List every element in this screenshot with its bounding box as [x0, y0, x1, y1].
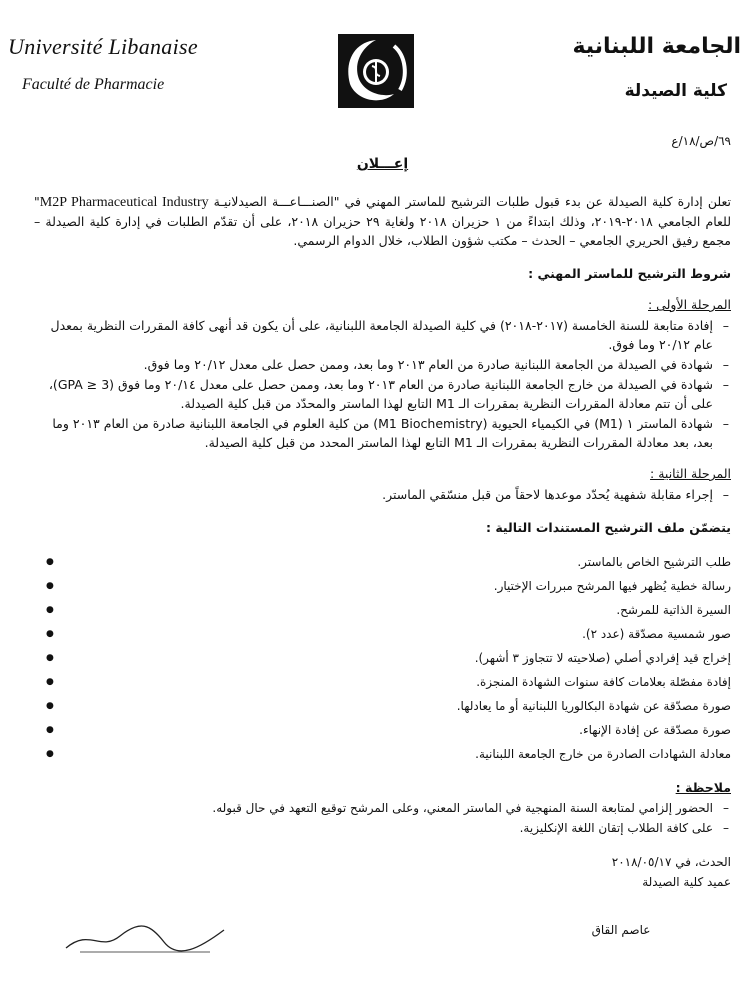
document-item: إخراج قيد إفرادي أصلي (صلاحيته لا تتجاوز ٣ أشهر). ●: [124, 649, 731, 668]
stage1-item: – شهادة في الصيدلة من خارج الجامعة اللبنانية صادرة من العام ٢٠١٣ وما بعد، وممن حصل على معدل ٢٠/١٤ وما فوق (GPA ≥ 3)، على أن تتم معادلة المقررات النظرية بمقررات الـ M1 التابع لهذا الماستر والمحدّد من قبل كلية الصيدلة.: [34, 375, 713, 413]
stage1-item: – شهادة في الصيدلة من الجامعة اللبنانية صادرة من العام ٢٠١٣ وما بعد، وممن حصل على معدل ٢٠/١٢ وما فوق.: [34, 355, 713, 374]
place-date: الحدث، في ٢٠١٨/٠٥/١٧: [611, 855, 731, 869]
header-french: [8, 34, 198, 94]
university-logo: [336, 32, 416, 110]
program-name: M2P Pharmaceutical Industry: [39, 195, 209, 210]
document-item: معادلة الشهادات الصادرة من خارج الجامعة اللبنانية. ●: [124, 745, 731, 764]
stage2-item: – إجراء مقابلة شفهية يُحدّد موعدها لاحقاً من قبل منسّقي الماستر.: [34, 485, 713, 504]
documents-list: [34, 553, 731, 764]
announcement-body: [34, 132, 731, 940]
document-item: رسالة خطية يُظهر فيها المرشح مبررات الإختيار. ●: [124, 577, 731, 596]
signatory-role: عميد كلية الصيدلة: [642, 875, 731, 889]
conditions-heading: شروط الترشيح للماستر المهني :: [528, 266, 731, 281]
document-item: صور شمسية مصدّقة (عدد ٢). ●: [124, 625, 731, 644]
stage2-list: [34, 485, 731, 504]
faculty-name-ar: كلية الصيدلة: [624, 81, 727, 101]
stage1-item: – شهادة الماستر ١ (M1) في الكيمياء الحيوية (M1 Biochemistry) من كلية العلوم في الجامعة اللبنانية صادرة من العام ٢٠١٣ وما بعد، بعد معادلة المقررات النظرية بمقررات الـ M1 التابع لهذا الماستر المحدد من قبل كلية الصيدلة.: [34, 414, 713, 452]
intro-part2: " للعام الجامعي ٢٠١٨-٢٠١٩، وذلك ابتداءً من ١ حزيران ٢٠١٨ ولغاية ٢٩ حزيران ٢٠١٨، على أن تقدّم الطلبات في إدارة كلية الصيدلة – مجمع رفيق الحريري الجامعي – الحدث – مكتب شؤون الطلاب، خلال الدوام الرسمي.: [34, 194, 731, 248]
signature-block: [511, 852, 731, 940]
university-name-ar: الجامعة اللبنانية: [572, 34, 741, 59]
header-arabic: [572, 34, 741, 101]
document-item: إفادة مفصّلة بعلامات كافة سنوات الشهادة المنجزة. ●: [124, 673, 731, 692]
intro-part1: تعلن إدارة كلية الصيدلة عن بدء قبول طلبات الترشيح للماستر المهني في "الصنـــاعـــة الصيدلانيـة: [208, 194, 731, 209]
document-item: صورة مصدّقة عن شهادة البكالوريا اللبنانية أو ما يعادلها. ●: [124, 697, 731, 716]
intro-paragraph: [34, 192, 731, 250]
document-item: طلب الترشيح الخاص بالماستر. ●: [124, 553, 731, 572]
stage1-list: [34, 316, 731, 452]
stage1-title: المرحلة الأولى :: [648, 297, 731, 312]
note-item: – الحضور إلزامي لمتابعة السنة المنهجية في الماستر المعني، وعلى المرشح توقيع التعهد في حال قبوله.: [34, 799, 713, 818]
stage2-title: المرحلة الثانية :: [650, 466, 731, 481]
document-item: السيرة الذاتية للمرشح. ●: [124, 601, 731, 620]
university-name-fr: Université Libanaise: [8, 34, 198, 59]
notes-title: ملاحظة :: [675, 780, 731, 795]
reference-number: ٦٩/ص/١٨/ع: [671, 134, 731, 148]
note-item: – على كافة الطلاب إتقان اللغة الإنكليزية.: [34, 819, 713, 838]
handwritten-signature: [60, 918, 230, 958]
signatory-name: عاصم القاق: [591, 923, 651, 937]
documents-heading: يتضمّن ملف الترشيح المستندات التالية :: [486, 520, 731, 535]
faculty-name-fr: Faculté de Pharmacie: [22, 76, 165, 93]
announcement-title: إعـــلان: [356, 156, 409, 172]
stage1-item: – إفادة متابعة للسنة الخامسة (٢٠١٧-٢٠١٨) في كلية الصيدلة الجامعة اللبنانية، على أن يكون قد أنهى كافة المقررات النظرية بمعدل عام ٢٠/١٢ وما فوق.: [34, 316, 713, 354]
notes-list: [34, 799, 731, 838]
document-item: صورة مصدّقة عن إفادة الإنهاء. ●: [124, 721, 731, 740]
